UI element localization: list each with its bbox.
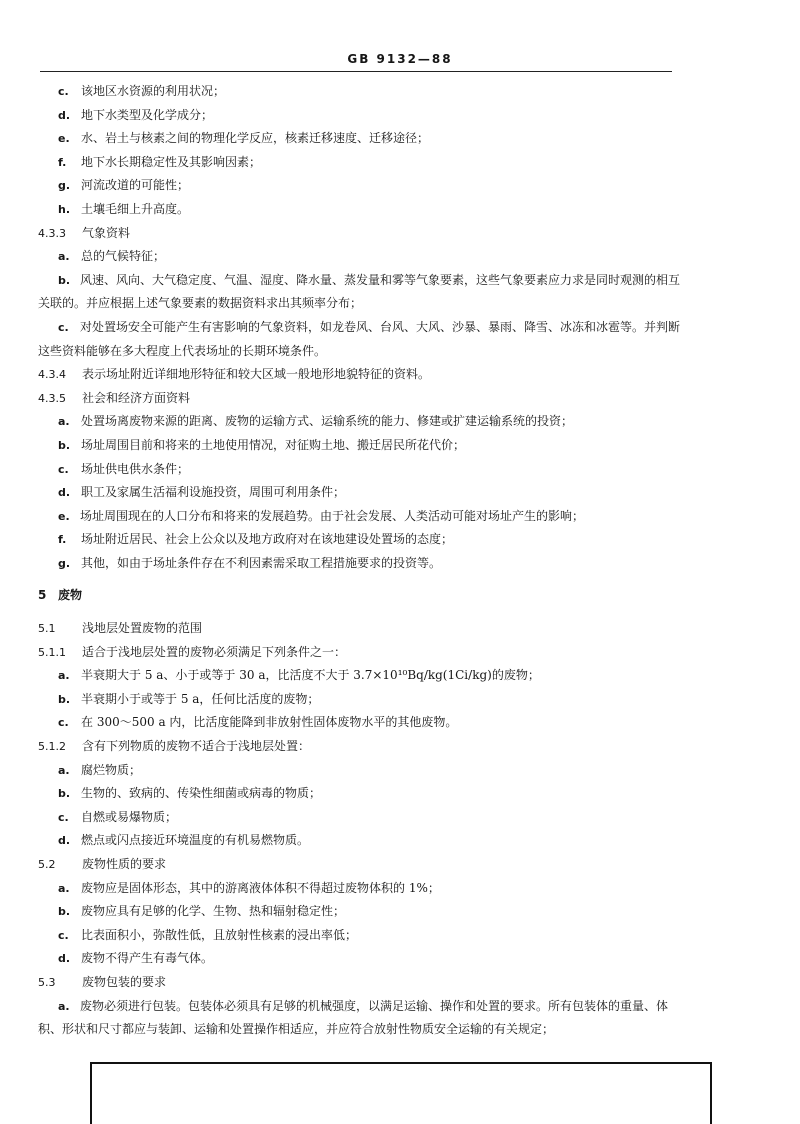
- footer-box: [90, 1062, 712, 1124]
- section-heading: [38, 971, 680, 995]
- item-label: d.: [58, 108, 71, 122]
- item-text: 河流改道的可能性；: [81, 178, 190, 193]
- chapter-heading: [38, 584, 680, 608]
- item-label: a.: [58, 669, 70, 683]
- list-item: [38, 434, 680, 458]
- list-item: [38, 759, 680, 783]
- section-heading: [38, 617, 680, 641]
- section-heading: [38, 387, 680, 411]
- section-title: 社会和经济方面资料: [82, 390, 191, 405]
- section-title: 废物: [58, 588, 83, 603]
- item-text: 该地区水资源的利用状况；: [81, 84, 226, 98]
- item-label: b.: [58, 787, 71, 801]
- item-text: 土壤毛细上升高度。: [81, 201, 190, 216]
- section-title: 废物性质的要求: [82, 857, 167, 871]
- list-item: [38, 528, 680, 552]
- item-text: 总的气候特征；: [81, 249, 166, 264]
- item-text: 在 300～500 a 内，比活度能降到非放射性固体废物水平的其他废物。: [81, 715, 458, 730]
- item-label: c.: [58, 716, 69, 730]
- section-number: 5.1: [38, 622, 56, 636]
- list-item: [38, 924, 680, 948]
- list-item: [38, 127, 680, 151]
- list-item: [38, 806, 680, 830]
- paragraph-item: [38, 505, 680, 529]
- item-label: a.: [58, 881, 70, 895]
- item-label: a.: [58, 763, 70, 777]
- item-label: g.: [58, 179, 71, 193]
- list-item: [38, 410, 680, 434]
- list-item: [38, 198, 680, 222]
- item-text: 燃点或闪点接近环境温度的有机易燃物质。: [81, 833, 310, 848]
- item-text: 职工及家属生活福利设施投资，周围可利用条件；: [81, 485, 346, 500]
- item-text: 对处置场安全可能产生有害影响的气象资料，如龙卷风、台风、大风、沙暴、暴雨、降雪、冰冻和冰雹等。并判断这些资料能够在多大程度上代表场址的长期环境条件。: [38, 319, 681, 358]
- item-label: d.: [58, 952, 71, 966]
- list-item: [38, 900, 680, 924]
- section-number: 5.3: [38, 975, 56, 989]
- item-text: 水、岩土与核素之间的物理化学反应，核素迁移速度、迁移途径；: [81, 131, 430, 146]
- item-label: c.: [58, 462, 69, 476]
- item-label: d.: [58, 486, 71, 500]
- item-text: 废物应是固体形态，其中的游离液体体积不得超过废物体积的 1%；: [81, 880, 440, 895]
- section-title: 含有下列物质的废物不适合于浅地层处置：: [82, 739, 311, 754]
- list-item: [38, 80, 680, 104]
- item-text: 生物的、致病的、传染性细菌或病毒的物质；: [81, 786, 322, 801]
- list-item: [38, 458, 680, 482]
- item-text: 处置场离废物来源的距离、废物的运输方式、运输系统的能力、修建或扩建运输系统的投资；: [81, 414, 574, 429]
- item-text: 废物必须进行包装。包装体必须具有足够的机械强度，以满足运输、操作和处置的要求。所有包装体的重量、体积、形状和尺寸都应与装卸、运输和处置操作相适应，并应符合放射性物质安全运输的有关规定；: [38, 998, 669, 1037]
- item-text: 场址周围现在的人口分布和将来的发展趋势。由于社会发展、人类活动可能对场址产生的影响；: [80, 508, 585, 523]
- item-label: e.: [58, 509, 70, 523]
- item-label: b.: [58, 273, 71, 287]
- list-item: [38, 782, 680, 806]
- item-label: d.: [58, 834, 71, 848]
- item-text: 比表面积小，弥散性低，且放射性核素的浸出率低；: [81, 927, 358, 942]
- item-text: 半衰期大于 5 a、小于或等于 30 a，比活度不大于 3.7×10¹⁰Bq/kg(1Ci/kg)的废物；: [81, 668, 540, 683]
- section-heading: [38, 735, 680, 759]
- section-heading: [38, 363, 680, 387]
- item-label: c.: [58, 810, 69, 824]
- item-label: a.: [58, 250, 70, 264]
- section-number: 5.1.1: [38, 645, 66, 659]
- item-label: f.: [58, 155, 67, 169]
- header-rule: [40, 71, 672, 72]
- section-heading: [38, 222, 680, 246]
- item-text: 风速、风向、大气稳定度、气温、湿度、降水量、蒸发量和雾等气象要素，这些气象要素应力求是同时观测的相互关联的。并应根据上述气象要素的数据资料求出其频率分布；: [38, 272, 681, 311]
- paragraph-item: [38, 269, 680, 316]
- item-label: c.: [58, 320, 69, 334]
- list-item: [38, 151, 680, 175]
- list-item: [38, 481, 680, 505]
- list-item: [38, 245, 680, 269]
- list-item: [38, 829, 680, 853]
- section-title: 气象资料: [82, 225, 131, 240]
- item-text: 半衰期小于或等于 5 a，任何比活度的废物；: [81, 691, 320, 706]
- list-item: [38, 947, 680, 971]
- section-title: 适合于浅地层处置的废物必须满足下列条件之一：: [82, 644, 347, 659]
- item-label: b.: [58, 692, 71, 706]
- list-item: [38, 711, 680, 735]
- section-number: 5: [38, 588, 47, 603]
- item-label: b.: [58, 438, 71, 452]
- item-label: e.: [58, 132, 70, 146]
- list-item: [38, 174, 680, 198]
- item-text: 腐烂物质；: [81, 762, 142, 777]
- list-item: [38, 104, 680, 128]
- item-label: a.: [58, 415, 70, 429]
- item-text: 场址周围目前和将来的土地使用情况，对征购土地、搬迁居民所花代价；: [81, 437, 466, 452]
- document-body: [38, 80, 680, 1042]
- item-text: 场址供电供水条件；: [81, 461, 190, 476]
- section-number: 4.3.4: [38, 368, 66, 382]
- list-item: [38, 552, 680, 576]
- section-title: 废物包装的要求: [82, 974, 167, 989]
- item-text: 地下水长期稳定性及其影响因素；: [81, 154, 262, 169]
- item-label: f.: [58, 533, 67, 547]
- item-text: 场址附近居民、社会上公众以及地方政府对在该地建设处置场的态度；: [81, 532, 454, 547]
- item-text: 其他，如由于场址条件存在不利因素需采取工程措施要求的投资等。: [81, 555, 442, 570]
- section-heading: [38, 641, 680, 665]
- item-text: 废物应具有足够的化学、生物、热和辐射稳定性；: [81, 904, 346, 919]
- item-label: g.: [58, 556, 71, 570]
- item-text: 地下水类型及化学成分；: [81, 107, 214, 122]
- list-item: [38, 877, 680, 901]
- section-title: 表示场址附近详细地形特征和较大区域一般地形地貌特征的资料。: [82, 367, 431, 382]
- section-heading: [38, 853, 680, 877]
- item-text: 自燃或易爆物质；: [81, 809, 178, 824]
- item-label: c.: [58, 85, 69, 98]
- paragraph-item: [38, 995, 680, 1042]
- item-label: c.: [58, 928, 69, 942]
- paragraph-item: [38, 316, 680, 363]
- list-item: [38, 688, 680, 712]
- list-item: [38, 664, 680, 688]
- section-number: 4.3.3: [38, 226, 66, 240]
- item-label: b.: [58, 905, 71, 919]
- section-number: 5.1.2: [38, 740, 66, 754]
- section-number: 4.3.5: [38, 391, 66, 405]
- section-title: 浅地层处置废物的范围: [82, 621, 203, 636]
- item-label: a.: [58, 999, 70, 1013]
- page-header: GB 9132—88: [347, 52, 453, 66]
- section-number: 5.2: [38, 858, 56, 871]
- item-label: h.: [58, 202, 71, 216]
- item-text: 废物不得产生有毒气体。: [81, 951, 214, 966]
